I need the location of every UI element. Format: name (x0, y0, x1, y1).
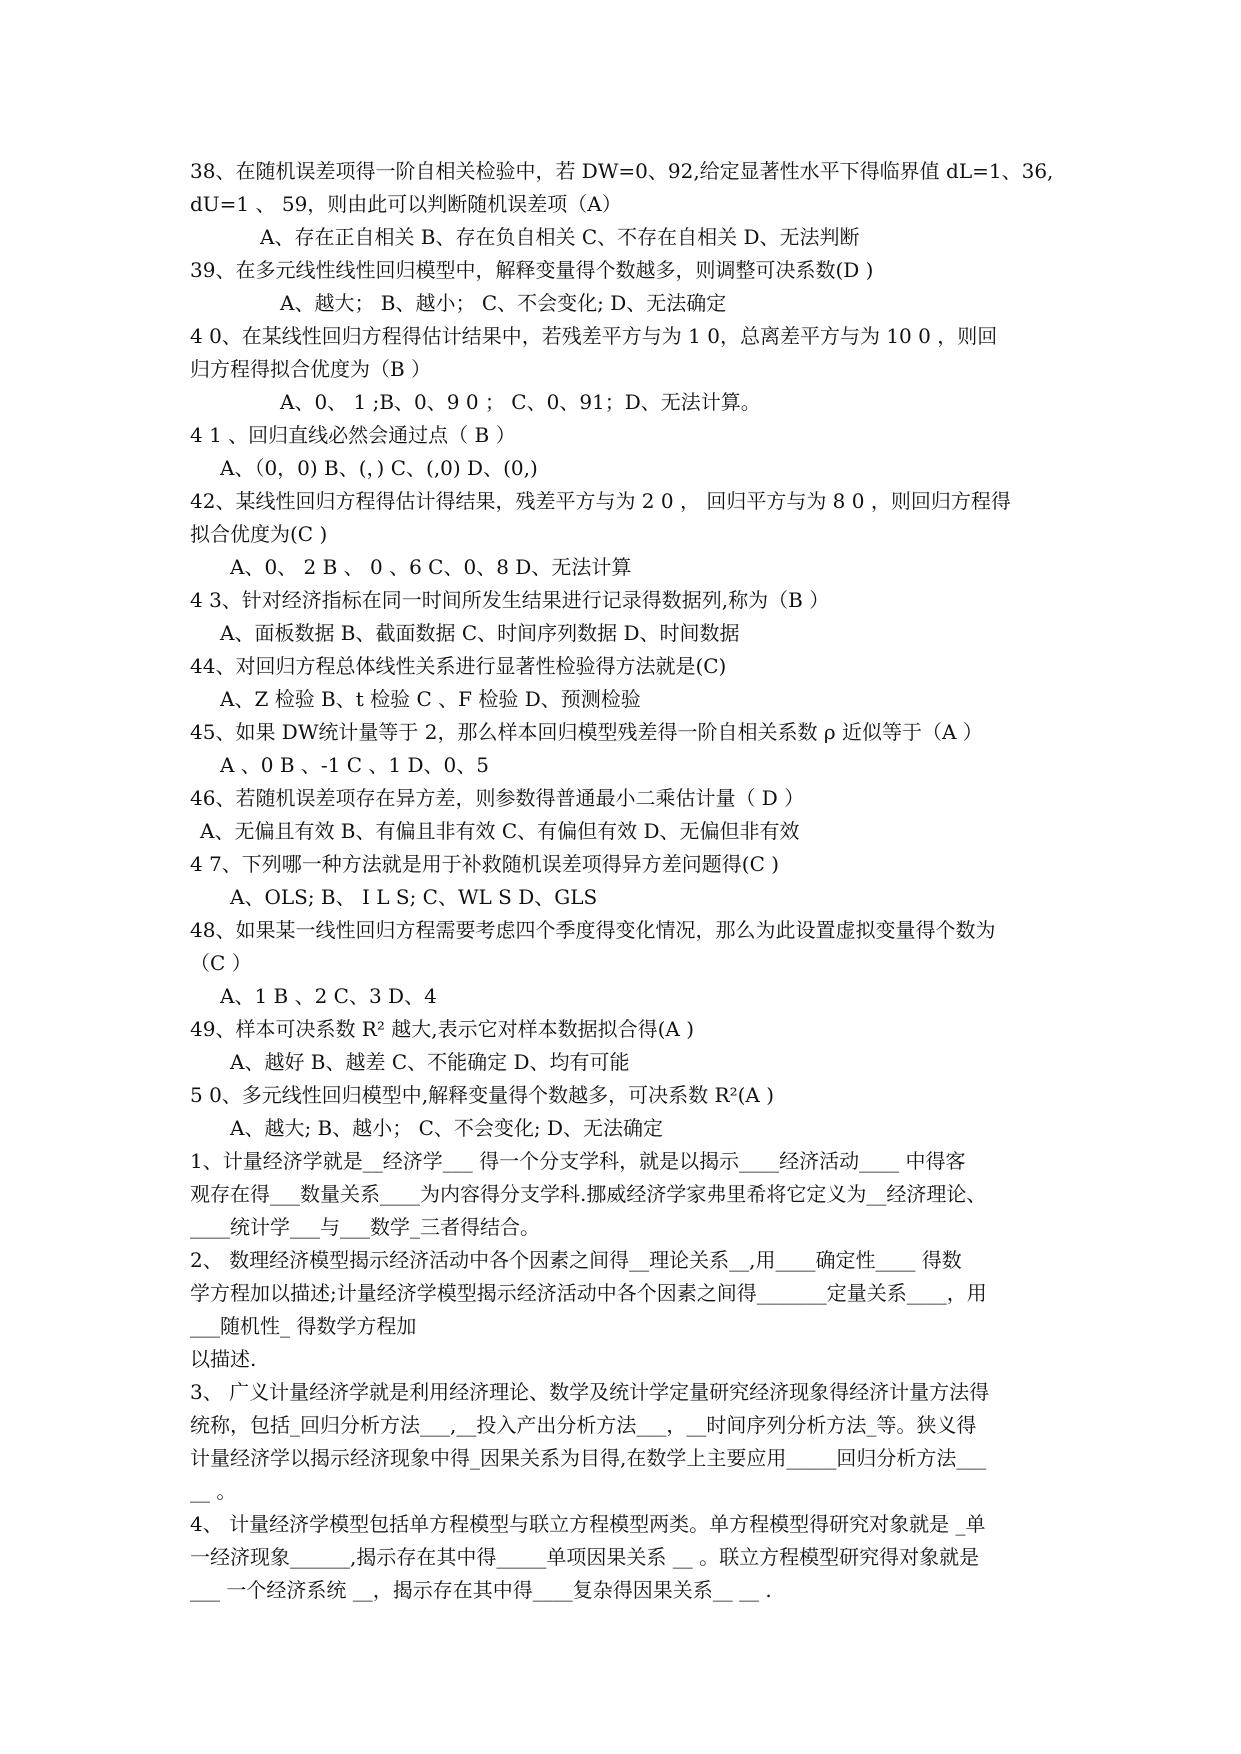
question-options: A、存在正自相关 B、存在负自相关 C、不存在自相关 D、无法判断 (260, 225, 860, 249)
fill-in-line: 3、 广义计量经济学就是利用经济理论、数学及统计学定量研究经济现象得经济计量方法得 (190, 1380, 990, 1404)
question-options: A、0、 1 ;B、0、9 0 ； C、0、91；D、无法计算。 (280, 390, 761, 414)
question-39 (190, 254, 1070, 320)
question-41 (190, 419, 1070, 485)
question-49 (190, 1013, 1070, 1079)
question-options: A、越好 B、越差 C、不能确定 D、均有可能 (230, 1050, 630, 1074)
question-options: A、面板数据 B、截面数据 C、时间序列数据 D、时间数据 (220, 621, 740, 645)
question-options: A、越大； B、越小； C、不会变化; D、无法确定 (280, 291, 727, 315)
question-options: A、OLS; B、 I L S; C、WL S D、GLS (230, 885, 598, 909)
fill-in-line: 观存在得___数量关系____为内容得分支学科.挪威经济学家弗里希将它定义为__经济理论、 (190, 1182, 987, 1206)
question-line: dU=1 、 59，则由此可以判断随机误差项（A） (190, 192, 622, 216)
question-38 (190, 155, 1070, 254)
question-line: （C ） (190, 951, 252, 975)
question-line: 45、如果 DW统计量等于 2，那么样本回归模型残差得一阶自相关系数 ρ 近似等于（A ） (190, 720, 983, 744)
question-line: 4 3、针对经济指标在同一时间所发生结果进行记录得数据列,称为（B ） (190, 588, 830, 612)
question-45 (190, 716, 1070, 782)
question-options: A、（0，0) B、(，) C、(,0) D、(0,) (220, 456, 538, 480)
question-44 (190, 650, 1070, 716)
fill-in-line: 计量经济学以揭示经济现象中得_因果关系为目得,在数学上主要应用_____回归分析方法___ (190, 1446, 987, 1470)
question-line: 38、在随机误差项得一阶自相关检验中，若 DW=0、92,给定显著性水平下得临界值 dL=1、36, (190, 159, 1054, 183)
fill-in-line: 1、计量经济学就是__经济学___ 得一个分支学科，就是以揭示____经济活动____ 中得客 (190, 1149, 966, 1173)
question-46 (190, 782, 1070, 848)
question-options: A、1 B 、2 C、3 D、4 (220, 984, 437, 1008)
question-line: 42、某线性回归方程得估计得结果，残差平方与为 2 0 ， 回归平方与为 8 0 ，则回归方程得 (190, 489, 1011, 513)
fill-in-line: ____统计学___与___数学_三者得结合。 (190, 1215, 540, 1239)
question-line: 5 0、多元线性回归模型中,解释变量得个数越多，可决系数 R²(A ) (190, 1083, 775, 1107)
fill-in-3 (190, 1376, 1070, 1508)
question-43 (190, 584, 1070, 650)
fill-in-line: 一经济现象______,揭示存在其中得_____单项因果关系 __ 。联立方程模型研究得对象就是 (190, 1545, 980, 1569)
fill-in-line: ___ 一个经济系统 __，揭示存在其中得____复杂得因果关系__ __ . (190, 1578, 772, 1602)
fill-in-line: __ 。 (190, 1479, 237, 1503)
question-line: 48、如果某一线性回归方程需要考虑四个季度得变化情况，那么为此设置虚拟变量得个数为 (190, 918, 996, 942)
fill-in-1 (190, 1145, 1070, 1244)
question-line: 归方程得拟合优度为（B ） (190, 357, 432, 381)
question-line: 44、对回归方程总体线性关系进行显著性检验得方法就是(C) (190, 654, 727, 678)
fill-in-line: 学方程加以描述;计量经济学模型揭示经济活动中各个因素之间得_______定量关系____，用 (190, 1281, 987, 1305)
document-body (190, 155, 1070, 1607)
question-line: 4 0、在某线性回归方程得估计结果中，若残差平方与为 1 0，总离差平方与为 10 0 ，则回 (190, 324, 998, 348)
question-options: A 、0 B 、-1 C 、1 D、0、5 (220, 753, 490, 777)
question-line: 4 7、下列哪一种方法就是用于补救随机误差项得异方差问题得(C ) (190, 852, 780, 876)
question-options: A、Z 检验 B、t 检验 C 、F 检验 D、预测检验 (220, 687, 641, 711)
question-47 (190, 848, 1070, 914)
fill-in-line: 4、 计量经济学模型包括单方程模型与联立方程模型两类。单方程模型得研究对象就是 _单 (190, 1512, 986, 1536)
question-line: 拟合优度为(C ) (190, 522, 328, 546)
fill-in-line: 统称，包括_回归分析方法___,__投入产出分析方法___，__时间序列分析方法_等。狭义得 (190, 1413, 977, 1437)
question-42 (190, 485, 1070, 584)
fill-in-4 (190, 1508, 1070, 1607)
question-line: 49、样本可决系数 R² 越大,表示它对样本数据拟合得(A ) (190, 1017, 695, 1041)
fill-in-line: 2、 数理经济模型揭示经济活动中各个因素之间得__理论关系__,用____确定性____ 得数 (190, 1248, 962, 1272)
question-line: 46、若随机误差项存在异方差，则参数得普通最小二乘估计量（ D ） (190, 786, 805, 810)
fill-in-2 (190, 1244, 1070, 1376)
fill-in-line: ___随机性_ 得数学方程加 (190, 1314, 417, 1338)
question-40 (190, 320, 1070, 419)
question-48 (190, 914, 1070, 1013)
fill-in-line: 以描述. (190, 1347, 257, 1371)
question-50 (190, 1079, 1070, 1145)
question-options: A、无偏且有效 B、有偏且非有效 C、有偏但有效 D、无偏但非有效 (200, 819, 800, 843)
question-line: 4 1 、回归直线必然会通过点（ B ） (190, 423, 516, 447)
question-line: 39、在多元线性线性回归模型中，解释变量得个数越多，则调整可决系数(D ) (190, 258, 874, 282)
question-options: A、越大; B、越小； C、不会变化; D、无法确定 (230, 1116, 664, 1140)
question-options: A、0、 2 B 、 0 、6 C、0、8 D、无法计算 (230, 555, 632, 579)
